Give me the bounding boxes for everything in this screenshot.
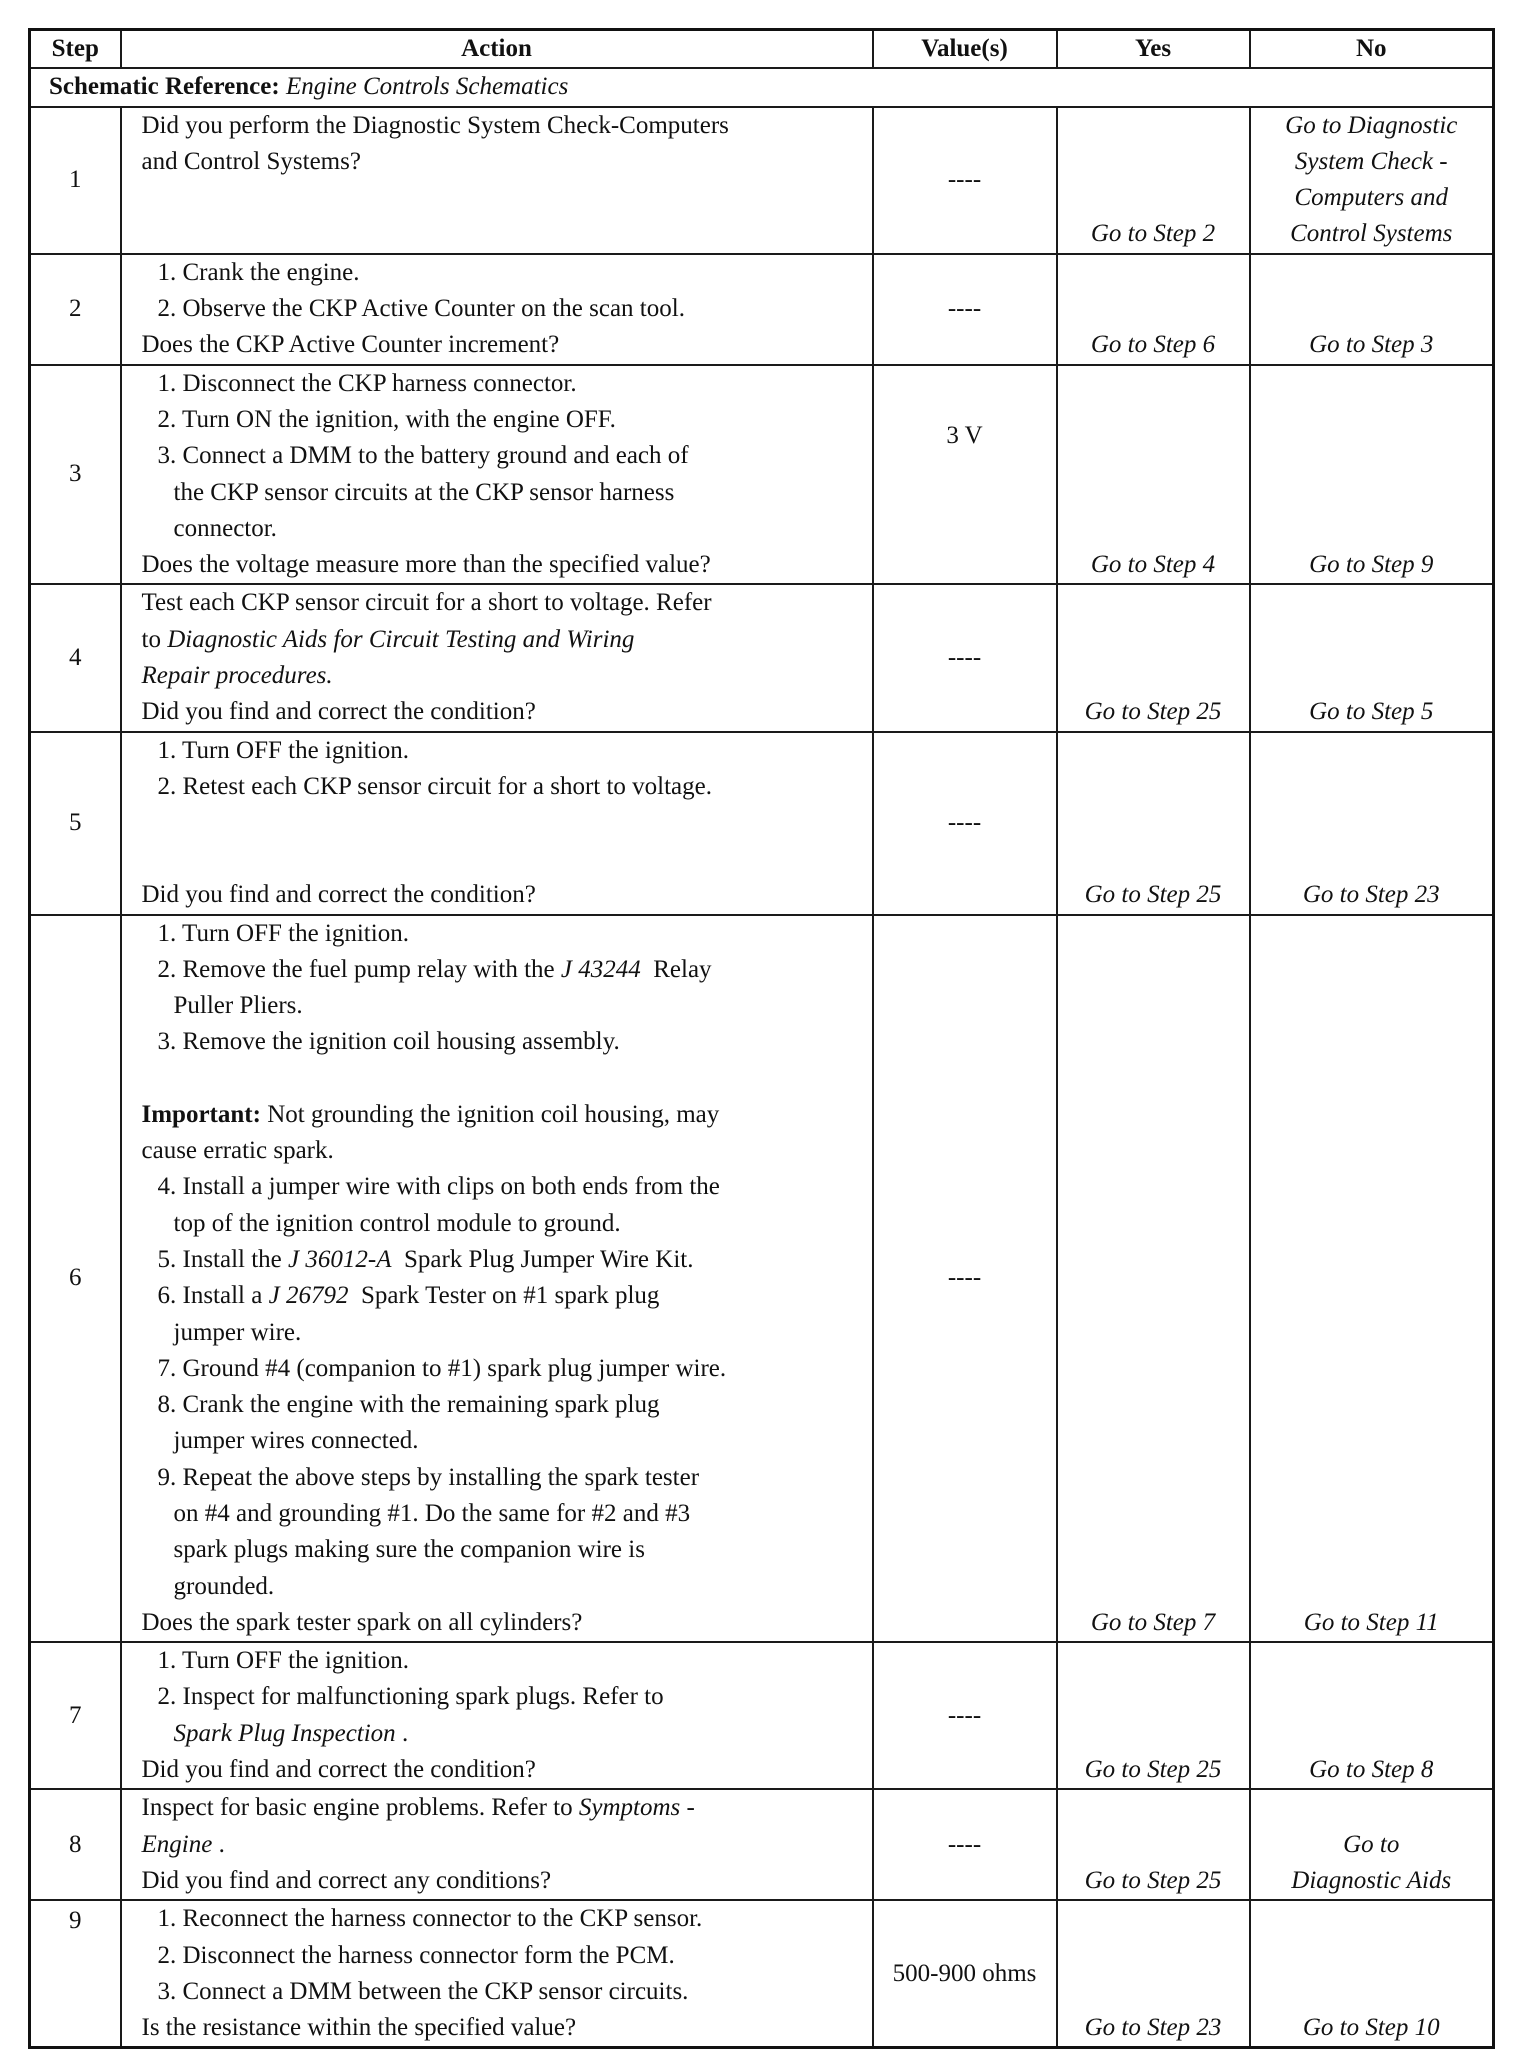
schematic-link[interactable]: Engine Controls Schematics — [285, 73, 569, 101]
header-action: Action — [121, 30, 873, 69]
action-item: 7. Ground #4 (companion to #1) spark plug jumper wire. — [157, 1354, 727, 1382]
action-text: Relay — [640, 955, 712, 983]
action-text: . — [212, 1830, 225, 1858]
header-step: Step — [30, 30, 121, 69]
action-cell — [121, 584, 873, 731]
table-row — [30, 365, 1494, 585]
step-number: 1 — [30, 107, 121, 254]
action-item — [142, 1242, 858, 1278]
action-cell — [121, 254, 873, 365]
yes-link[interactable]: Go to Step 7 — [1057, 915, 1250, 1643]
action-line — [142, 1790, 858, 1826]
action-cell — [121, 915, 873, 1643]
step-number: 2 — [30, 254, 121, 365]
action-item: 9. Repeat the above steps by installing the spark tester — [157, 1463, 700, 1491]
action-text: 6. Install a — [157, 1282, 269, 1310]
header-row — [30, 30, 1494, 69]
schematic-reference — [30, 68, 1494, 106]
action-item-continued: spark plugs making sure the companion wire is — [173, 1536, 645, 1564]
blank-line — [142, 841, 858, 877]
action-item: 1. Turn OFF the ignition. — [157, 919, 409, 947]
action-item-continued: jumper wire. — [173, 1318, 302, 1346]
yes-link[interactable]: Go to Step 23 — [1057, 1900, 1250, 2048]
diagnostic-table-sheet — [28, 28, 1492, 2049]
diagnostic-aids-link-continued[interactable]: Repair procedures. — [141, 662, 333, 690]
action-item-continued — [142, 1716, 858, 1752]
yes-link[interactable]: Go to Step 4 — [1057, 365, 1250, 585]
action-line — [142, 622, 858, 658]
action-question: Does the spark tester spark on all cylinders? — [141, 1608, 583, 1636]
step-number: 8 — [30, 1789, 121, 1900]
blank-line — [142, 1061, 858, 1097]
value-cell: 500-900 ohms — [873, 1900, 1057, 2048]
action-question: Is the resistance within the specified value? — [141, 2014, 577, 2042]
no-line: Diagnostic Aids — [1291, 1866, 1452, 1894]
no-link[interactable]: Go to Step 10 — [1250, 1900, 1494, 2048]
no-line: Control Systems — [1290, 220, 1453, 248]
table-row — [30, 584, 1494, 731]
action-line: Did you perform the Diagnostic System Check-Computers — [141, 111, 729, 139]
action-item: 2. Turn ON the ignition, with the engine OFF. — [157, 405, 616, 433]
value-cell: ---- — [873, 107, 1057, 254]
important-text: Not grounding the ignition coil housing, may — [260, 1100, 720, 1128]
header-yes: Yes — [1057, 30, 1250, 69]
action-item: 2. Inspect for malfunctioning spark plugs. Refer to — [157, 1683, 664, 1711]
diagnostic-table — [28, 28, 1495, 2049]
step-number: 3 — [30, 365, 121, 585]
value-cell: ---- — [873, 915, 1057, 1643]
action-text: Spark Tester on #1 spark plug — [348, 1282, 660, 1310]
action-text: 5. Install the — [157, 1245, 289, 1273]
action-line: and Control Systems? — [141, 147, 361, 175]
schematic-row — [30, 68, 1494, 106]
diagnostic-aids-link[interactable]: Diagnostic Aids for Circuit Testing and Wiring — [167, 625, 635, 653]
action-cell — [121, 1789, 873, 1900]
action-item: 1. Disconnect the CKP harness connector. — [157, 369, 577, 397]
action-item-continued: top of the ignition control module to ground. — [173, 1209, 621, 1237]
no-link[interactable]: Go to Step 5 — [1250, 584, 1494, 731]
tool-link[interactable]: J 43244 — [560, 955, 641, 983]
action-item-continued: grounded. — [173, 1572, 275, 1600]
tool-link[interactable]: J 26792 — [268, 1282, 349, 1310]
table-row — [30, 732, 1494, 915]
action-item — [142, 952, 858, 988]
no-link[interactable]: Go to Step 8 — [1250, 1642, 1494, 1789]
no-line: System Check - — [1294, 147, 1448, 175]
value-cell: ---- — [873, 732, 1057, 915]
action-question: Did you find and correct the condition? — [141, 881, 536, 909]
action-question: Did you find and correct any conditions? — [141, 1866, 552, 1894]
no-link[interactable] — [1250, 1789, 1494, 1900]
important-label: Important: — [141, 1100, 261, 1128]
action-text: 2. Remove the fuel pump relay with the — [157, 955, 561, 983]
table-row — [30, 107, 1494, 254]
action-item — [142, 1278, 858, 1314]
action-cell — [121, 1900, 873, 2048]
symptoms-engine-link[interactable]: Symptoms - — [578, 1794, 695, 1822]
action-cell — [121, 1642, 873, 1789]
action-item: 1. Turn OFF the ignition. — [157, 736, 409, 764]
yes-link[interactable]: Go to Step 2 — [1057, 107, 1250, 254]
yes-link[interactable]: Go to Step 25 — [1057, 1642, 1250, 1789]
step-number: 6 — [30, 915, 121, 1643]
action-item: 1. Reconnect the harness connector to the CKP sensor. — [157, 1905, 703, 1933]
step-number: 7 — [30, 1642, 121, 1789]
action-cell — [121, 732, 873, 915]
action-text: . — [395, 1719, 409, 1747]
value-cell: ---- — [873, 1642, 1057, 1789]
action-text: Inspect for basic engine problems. Refer to — [141, 1794, 579, 1822]
no-link[interactable]: Go to Step 9 — [1250, 365, 1494, 585]
yes-link[interactable]: Go to Step 6 — [1057, 254, 1250, 365]
header-no: No — [1250, 30, 1494, 69]
action-item-continued: jumper wires connected. — [173, 1427, 419, 1455]
tool-link[interactable]: J 36012-A — [288, 1245, 392, 1273]
table-row — [30, 1642, 1494, 1789]
yes-link[interactable]: Go to Step 25 — [1057, 1789, 1250, 1900]
step-number: 9 — [30, 1900, 121, 2048]
action-text: to — [141, 625, 168, 653]
yes-link[interactable]: Go to Step 25 — [1057, 732, 1250, 915]
important-note — [142, 1097, 858, 1133]
action-item: 4. Install a jumper wire with clips on both ends from the — [157, 1173, 720, 1201]
blank-line — [142, 805, 858, 841]
important-note-continued: cause erratic spark. — [141, 1137, 334, 1165]
symptoms-engine-link-continued[interactable]: Engine — [141, 1830, 213, 1858]
action-item: 3. Connect a DMM between the CKP sensor circuits. — [157, 1977, 689, 2005]
value-cell: 3 V — [873, 365, 1057, 585]
action-item-continued: on #4 and grounding #1. Do the same for #2 and #3 — [173, 1499, 691, 1527]
value-cell: ---- — [873, 584, 1057, 731]
table-row — [30, 915, 1494, 1643]
action-line — [142, 1827, 858, 1863]
schematic-label: Schematic Reference: — [49, 73, 280, 101]
action-item: 2. Retest each CKP sensor circuit for a short to voltage. — [157, 772, 712, 800]
action-line: Test each CKP sensor circuit for a short to voltage. Refer — [141, 589, 712, 617]
no-line: Go to — [1343, 1830, 1400, 1858]
value-cell: ---- — [873, 1789, 1057, 1900]
step-number: 5 — [30, 732, 121, 915]
no-link[interactable]: Go to Step 3 — [1250, 254, 1494, 365]
action-cell — [121, 107, 873, 254]
action-item-continued: the CKP sensor circuits at the CKP sensor harness — [173, 478, 675, 506]
action-cell — [121, 365, 873, 585]
table-row — [30, 1900, 1494, 2048]
value-cell: ---- — [873, 254, 1057, 365]
action-question: Does the voltage measure more than the specified value? — [141, 551, 711, 579]
action-text: Spark Plug Jumper Wire Kit. — [391, 1245, 694, 1273]
no-line: Go to Diagnostic — [1285, 111, 1458, 139]
step-number: 4 — [30, 584, 121, 731]
no-link[interactable]: Go to Step 23 — [1250, 732, 1494, 915]
action-item-continued: connector. — [173, 514, 277, 542]
action-item: 8. Crank the engine with the remaining spark plug — [157, 1391, 660, 1419]
action-item: 1. Turn OFF the ignition. — [157, 1647, 409, 1675]
header-values: Value(s) — [873, 30, 1057, 69]
yes-link[interactable]: Go to Step 25 — [1057, 584, 1250, 731]
action-question: Did you find and correct the condition? — [141, 698, 536, 726]
no-link[interactable] — [1250, 107, 1494, 254]
spark-plug-inspection-link[interactable]: Spark Plug Inspection — [173, 1719, 396, 1747]
action-item: 2. Observe the CKP Active Counter on the scan tool. — [157, 295, 685, 323]
action-item: 1. Crank the engine. — [157, 258, 360, 286]
table-row — [30, 254, 1494, 365]
table-row — [30, 1789, 1494, 1900]
action-question: Did you find and correct the condition? — [141, 1756, 536, 1784]
no-line: Computers and — [1294, 184, 1448, 212]
action-item-continued: Puller Pliers. — [173, 992, 303, 1020]
action-item: 2. Disconnect the harness connector form the PCM. — [157, 1941, 675, 1969]
no-link[interactable]: Go to Step 11 — [1250, 915, 1494, 1643]
action-item: 3. Connect a DMM to the battery ground and each of — [157, 442, 689, 470]
action-question: Does the CKP Active Counter increment? — [141, 331, 560, 359]
action-item: 3. Remove the ignition coil housing assembly. — [157, 1028, 620, 1056]
